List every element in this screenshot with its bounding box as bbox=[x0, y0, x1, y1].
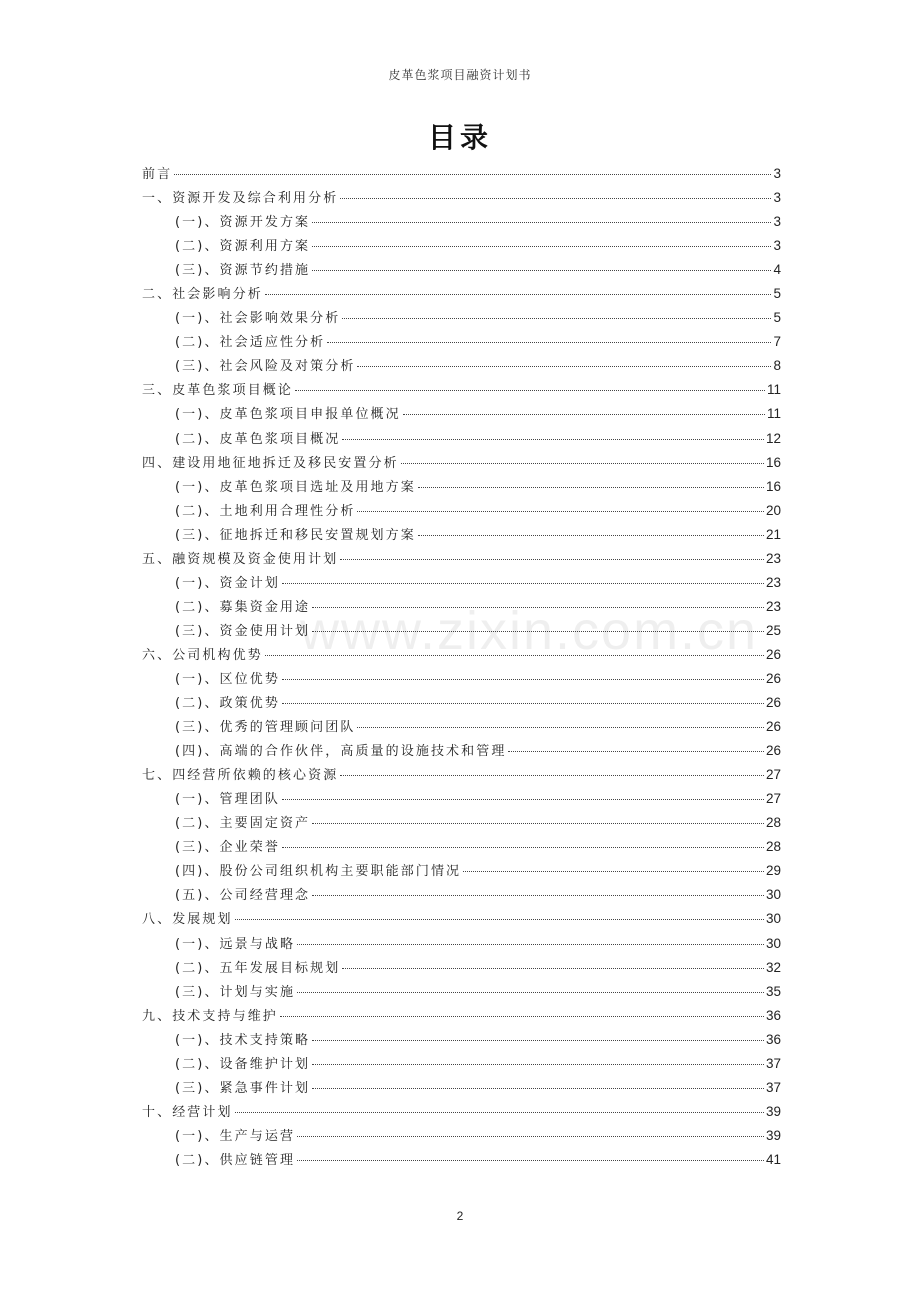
toc-entry-page-number: 16 bbox=[765, 478, 781, 494]
toc-dot-leader bbox=[357, 511, 764, 512]
table-of-contents bbox=[142, 162, 781, 1172]
toc-entry-page-number: 37 bbox=[765, 1079, 781, 1095]
toc-dot-leader bbox=[282, 847, 764, 848]
toc-entry[interactable] bbox=[142, 643, 781, 667]
toc-dot-leader bbox=[463, 871, 764, 872]
running-header: 皮革色浆项目融资计划书 bbox=[388, 68, 532, 82]
toc-entry-label: 七、四经营所依赖的核心资源 bbox=[142, 768, 339, 784]
toc-entry-page-number: 41 bbox=[765, 1151, 781, 1167]
toc-entry-label: (四)、股份公司组织机构主要职能部门情况 bbox=[175, 864, 462, 880]
toc-dot-leader bbox=[174, 174, 771, 175]
toc-entry[interactable] bbox=[142, 210, 781, 234]
toc-entry-label: 前言 bbox=[142, 167, 173, 182]
toc-entry[interactable] bbox=[142, 402, 781, 426]
toc-dot-leader bbox=[235, 1112, 764, 1113]
toc-dot-leader bbox=[418, 487, 764, 488]
toc-entry-label: (三)、企业荣誉 bbox=[175, 840, 280, 856]
toc-entry[interactable] bbox=[142, 667, 781, 691]
page-number: 2 bbox=[456, 1209, 464, 1223]
toc-entry-label: (一)、资源开发方案 bbox=[175, 215, 311, 231]
toc-entry-page-number: 5 bbox=[773, 286, 781, 302]
toc-entry-page-number: 11 bbox=[766, 406, 781, 422]
toc-entry[interactable] bbox=[142, 907, 781, 931]
toc-entry-label: (二)、社会适应性分析 bbox=[175, 335, 326, 351]
toc-dot-leader bbox=[401, 463, 764, 464]
toc-entry[interactable] bbox=[142, 1076, 781, 1100]
toc-entry-label: 五、融资规模及资金使用计划 bbox=[142, 551, 339, 567]
toc-dot-leader bbox=[342, 439, 764, 440]
toc-entry-label: 四、建设用地征地拆迁及移民安置分析 bbox=[142, 455, 399, 471]
toc-entry[interactable] bbox=[142, 1004, 781, 1028]
toc-dot-leader bbox=[342, 318, 771, 319]
toc-dot-leader bbox=[340, 198, 771, 199]
toc-entry-page-number: 27 bbox=[765, 791, 781, 807]
toc-entry-label: (一)、皮革色浆项目申报单位概况 bbox=[175, 407, 401, 423]
toc-dot-leader bbox=[403, 414, 765, 415]
toc-entry-label: 六、公司机构优势 bbox=[142, 647, 263, 663]
toc-dot-leader bbox=[312, 1064, 764, 1065]
toc-entry[interactable] bbox=[142, 980, 781, 1004]
toc-entry[interactable] bbox=[142, 427, 781, 451]
toc-entry[interactable] bbox=[142, 883, 781, 907]
toc-entry[interactable] bbox=[142, 763, 781, 787]
toc-entry-page-number: 26 bbox=[765, 719, 781, 735]
toc-dot-leader bbox=[312, 246, 771, 247]
toc-entry[interactable] bbox=[142, 234, 781, 258]
toc-entry-page-number: 35 bbox=[765, 983, 781, 999]
toc-entry-label: (一)、皮革色浆项目选址及用地方案 bbox=[175, 479, 416, 495]
toc-entry-label: (三)、征地拆迁和移民安置规划方案 bbox=[175, 527, 416, 543]
toc-entry[interactable] bbox=[142, 306, 781, 330]
toc-dot-leader bbox=[340, 775, 764, 776]
toc-entry-label: (一)、技术支持策略 bbox=[175, 1032, 311, 1048]
toc-dot-leader bbox=[312, 1088, 764, 1089]
toc-entry[interactable] bbox=[142, 739, 781, 763]
toc-entry-page-number: 7 bbox=[773, 334, 781, 350]
toc-dot-leader bbox=[265, 294, 772, 295]
toc-entry[interactable] bbox=[142, 162, 781, 186]
toc-dot-leader bbox=[297, 944, 764, 945]
toc-entry[interactable] bbox=[142, 787, 781, 811]
toc-entry-label: (三)、社会风险及对策分析 bbox=[175, 359, 356, 375]
toc-dot-leader bbox=[312, 222, 771, 223]
toc-entry-page-number: 12 bbox=[765, 430, 781, 446]
toc-dot-leader bbox=[312, 607, 764, 608]
toc-dot-leader bbox=[312, 895, 764, 896]
toc-entry-page-number: 3 bbox=[773, 238, 781, 254]
toc-entry-page-number: 39 bbox=[765, 1103, 781, 1119]
toc-entry[interactable] bbox=[142, 811, 781, 835]
toc-dot-leader bbox=[508, 751, 764, 752]
toc-entry[interactable] bbox=[142, 956, 781, 980]
toc-entry-label: (一)、区位优势 bbox=[175, 671, 280, 687]
toc-entry-page-number: 3 bbox=[773, 166, 781, 181]
toc-entry[interactable] bbox=[142, 571, 781, 595]
toc-entry[interactable] bbox=[142, 595, 781, 619]
toc-entry-label: 八、发展规划 bbox=[142, 912, 233, 928]
toc-entry-page-number: 21 bbox=[765, 526, 781, 542]
toc-dot-leader bbox=[297, 1160, 764, 1161]
toc-entry-label: (二)、皮革色浆项目概况 bbox=[175, 431, 341, 447]
toc-entry-page-number: 8 bbox=[773, 358, 781, 374]
toc-entry-label: (一)、资金计划 bbox=[175, 575, 280, 591]
toc-entry-page-number: 26 bbox=[765, 743, 781, 759]
toc-entry-label: (二)、资源利用方案 bbox=[175, 239, 311, 255]
toc-dot-leader bbox=[357, 727, 764, 728]
toc-entry-label: (二)、五年发展目标规划 bbox=[175, 960, 341, 976]
toc-entry-label: (四)、高端的合作伙伴，高质量的设施技术和管理 bbox=[175, 744, 507, 760]
toc-entry-label: (一)、管理团队 bbox=[175, 792, 280, 808]
toc-dot-leader bbox=[418, 535, 764, 536]
toc-entry-page-number: 5 bbox=[773, 310, 781, 326]
toc-entry-label: (一)、远景与战略 bbox=[175, 936, 296, 952]
toc-entry-page-number: 25 bbox=[765, 622, 781, 638]
toc-entry-page-number: 30 bbox=[765, 887, 781, 903]
toc-entry[interactable] bbox=[142, 1124, 781, 1148]
toc-entry[interactable] bbox=[142, 859, 781, 883]
toc-entry-page-number: 28 bbox=[765, 815, 781, 831]
toc-entry[interactable] bbox=[142, 1148, 781, 1172]
toc-entry[interactable] bbox=[142, 547, 781, 571]
toc-entry-label: (三)、资金使用计划 bbox=[175, 623, 311, 639]
toc-entry[interactable] bbox=[142, 499, 781, 523]
toc-entry-page-number: 26 bbox=[765, 695, 781, 711]
toc-entry-label: (二)、政策优势 bbox=[175, 696, 280, 712]
toc-dot-leader bbox=[282, 799, 764, 800]
toc-entry-page-number: 20 bbox=[765, 502, 781, 518]
toc-entry-label: (一)、社会影响效果分析 bbox=[175, 311, 341, 327]
toc-entry[interactable] bbox=[142, 186, 781, 210]
toc-entry-label: 十、经营计划 bbox=[142, 1104, 233, 1120]
toc-entry-page-number: 36 bbox=[765, 1007, 781, 1023]
toc-dot-leader bbox=[282, 583, 764, 584]
toc-entry-page-number: 39 bbox=[765, 1127, 781, 1143]
toc-dot-leader bbox=[235, 919, 764, 920]
toc-entry-label: 三、皮革色浆项目概论 bbox=[142, 383, 294, 399]
toc-entry-label: (二)、设备维护计划 bbox=[175, 1056, 311, 1072]
toc-entry[interactable] bbox=[142, 1052, 781, 1076]
toc-entry-label: (五)、公司经营理念 bbox=[175, 888, 311, 904]
watermark: www.zixin.com.cn bbox=[300, 601, 759, 661]
toc-entry-label: 一、资源开发及综合利用分析 bbox=[142, 191, 339, 207]
toc-entry-page-number: 27 bbox=[765, 767, 781, 783]
toc-dot-leader bbox=[340, 559, 764, 560]
toc-dot-leader bbox=[342, 968, 764, 969]
toc-entry[interactable] bbox=[142, 282, 781, 306]
toc-entry-page-number: 28 bbox=[765, 839, 781, 855]
toc-entry[interactable] bbox=[142, 475, 781, 499]
toc-entry-page-number: 11 bbox=[766, 382, 781, 398]
toc-entry[interactable] bbox=[142, 258, 781, 282]
toc-dot-leader bbox=[265, 655, 764, 656]
toc-entry-label: (二)、供应链管理 bbox=[175, 1152, 296, 1168]
toc-title: 目录 bbox=[427, 121, 492, 154]
toc-entry[interactable] bbox=[142, 691, 781, 715]
toc-entry-page-number: 37 bbox=[765, 1055, 781, 1071]
toc-dot-leader bbox=[357, 366, 771, 367]
toc-dot-leader bbox=[312, 270, 771, 271]
toc-entry-page-number: 26 bbox=[765, 646, 781, 662]
toc-dot-leader bbox=[282, 679, 764, 680]
toc-entry-page-number: 16 bbox=[765, 454, 781, 470]
toc-dot-leader bbox=[297, 992, 764, 993]
toc-entry-label: (一)、生产与运营 bbox=[175, 1128, 296, 1144]
toc-entry-page-number: 32 bbox=[765, 959, 781, 975]
toc-entry-label: (二)、土地利用合理性分析 bbox=[175, 503, 356, 519]
toc-entry[interactable] bbox=[142, 932, 781, 956]
toc-entry-label: (二)、募集资金用途 bbox=[175, 599, 311, 615]
toc-entry[interactable] bbox=[142, 330, 781, 354]
toc-entry-label: 九、技术支持与维护 bbox=[142, 1008, 278, 1024]
toc-entry-page-number: 36 bbox=[765, 1031, 781, 1047]
toc-entry[interactable] bbox=[142, 523, 781, 547]
toc-dot-leader bbox=[327, 342, 771, 343]
toc-dot-leader bbox=[297, 1136, 764, 1137]
toc-dot-leader bbox=[280, 1016, 764, 1017]
toc-entry[interactable] bbox=[142, 835, 781, 859]
toc-entry[interactable] bbox=[142, 1100, 781, 1124]
toc-entry-page-number: 3 bbox=[773, 190, 781, 206]
toc-entry[interactable] bbox=[142, 378, 781, 402]
toc-entry-page-number: 29 bbox=[765, 863, 781, 879]
toc-entry-label: 二、社会影响分析 bbox=[142, 287, 263, 303]
toc-entry[interactable] bbox=[142, 354, 781, 378]
toc-entry[interactable] bbox=[142, 619, 781, 643]
toc-entry-label: (三)、优秀的管理顾问团队 bbox=[175, 720, 356, 736]
toc-dot-leader bbox=[312, 1040, 764, 1041]
toc-entry-label: (三)、紧急事件计划 bbox=[175, 1080, 311, 1096]
toc-dot-leader bbox=[295, 390, 765, 391]
toc-entry-page-number: 30 bbox=[765, 935, 781, 951]
toc-entry-page-number: 23 bbox=[765, 598, 781, 614]
toc-dot-leader bbox=[312, 823, 764, 824]
toc-entry-label: (三)、计划与实施 bbox=[175, 984, 296, 1000]
toc-entry-page-number: 23 bbox=[765, 550, 781, 566]
toc-entry[interactable] bbox=[142, 451, 781, 475]
toc-dot-leader bbox=[312, 631, 764, 632]
toc-dot-leader bbox=[282, 703, 764, 704]
toc-entry-page-number: 3 bbox=[773, 214, 781, 230]
toc-entry[interactable] bbox=[142, 1028, 781, 1052]
toc-entry-page-number: 30 bbox=[765, 911, 781, 927]
toc-entry-label: (二)、主要固定资产 bbox=[175, 816, 311, 832]
toc-entry-page-number: 23 bbox=[765, 574, 781, 590]
toc-entry-page-number: 26 bbox=[765, 670, 781, 686]
toc-entry-page-number: 4 bbox=[773, 262, 781, 278]
toc-entry[interactable] bbox=[142, 715, 781, 739]
toc-entry-label: (三)、资源节约措施 bbox=[175, 263, 311, 279]
